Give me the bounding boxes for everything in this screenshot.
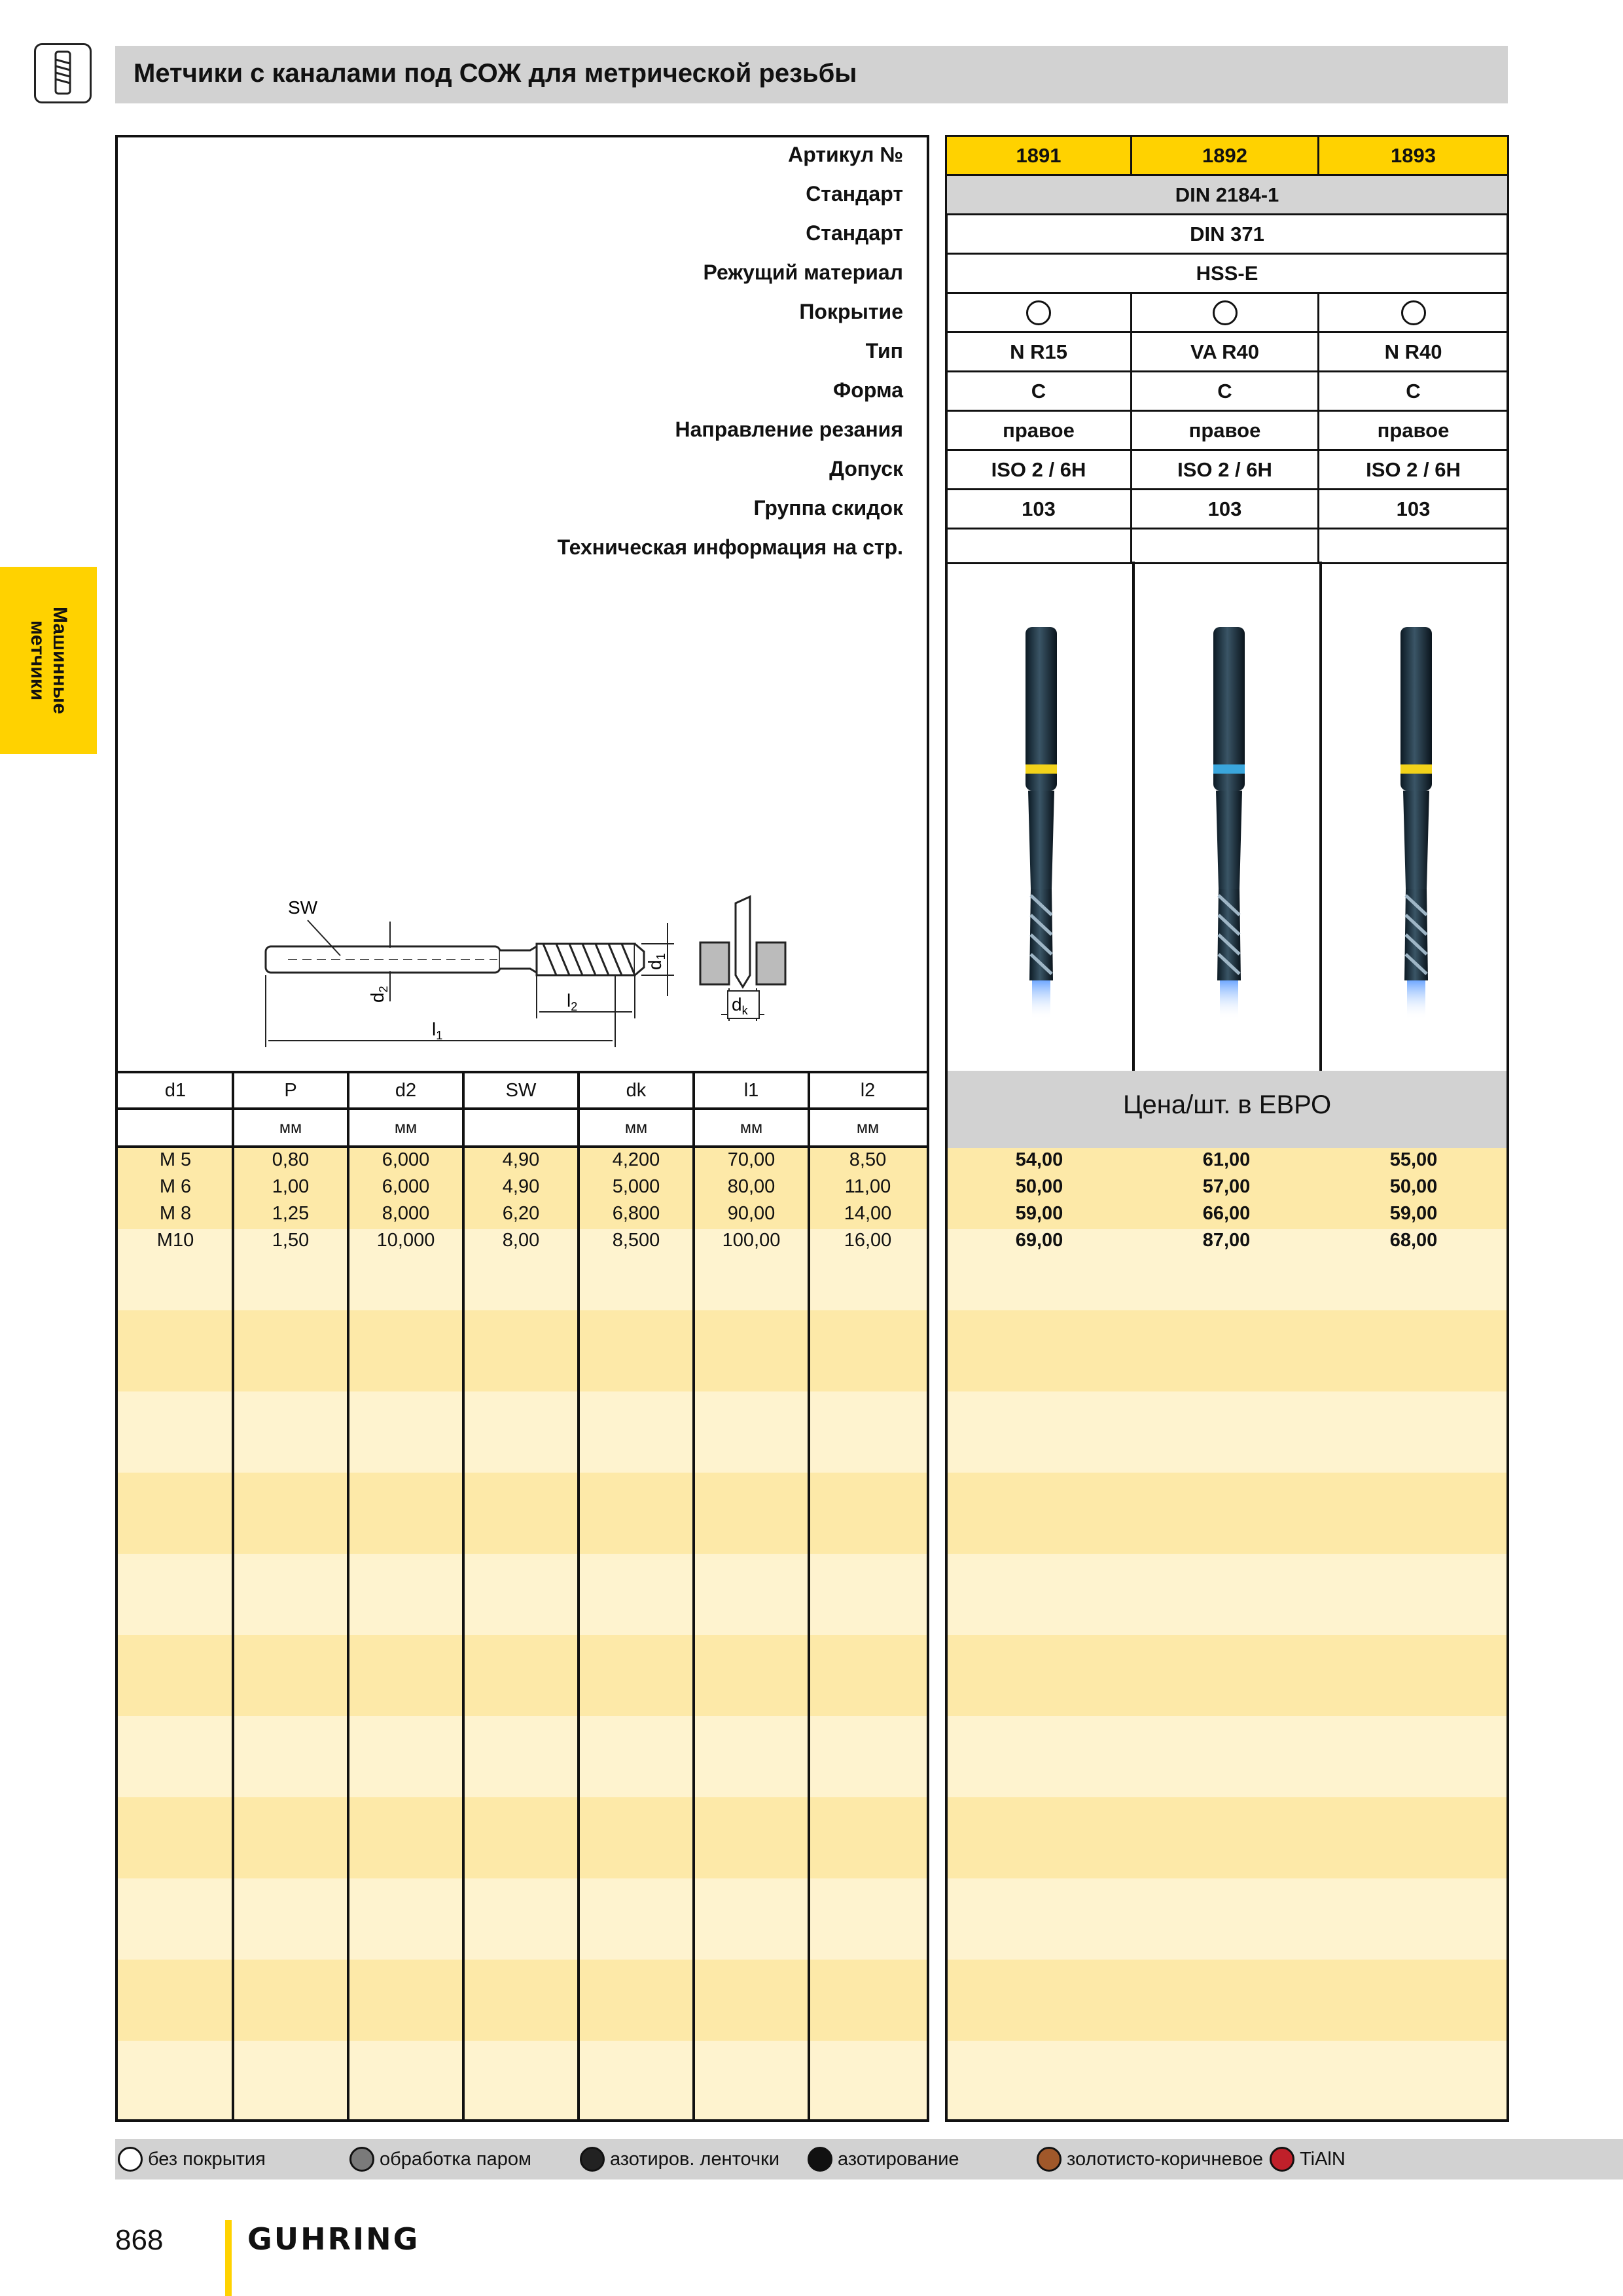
table-cell: 4,200 [612, 1149, 660, 1170]
gold-brown-icon [1037, 2147, 1061, 2172]
legend-label: обработка паром [380, 2148, 531, 2170]
articles-cell: 1893 [1317, 135, 1509, 176]
legend-item [118, 2147, 266, 2172]
spec-label: Допуск [829, 457, 903, 480]
tech-info-cell [945, 528, 1132, 564]
price-band [948, 1310, 1507, 1391]
column-unit [118, 1110, 233, 1145]
column-unit: мм [740, 1118, 763, 1137]
table-cell: 1,25 [272, 1203, 310, 1224]
table-band [118, 1960, 927, 2041]
price-cell: 87,00 [1202, 1230, 1251, 1251]
tech-info-cell [1130, 528, 1319, 564]
table-band [118, 1391, 927, 1473]
tap-icon [34, 43, 92, 103]
articles-cell: 1891 [945, 135, 1132, 176]
price-cell: 59,00 [1015, 1203, 1063, 1224]
coating-cell [1317, 292, 1509, 333]
table-cell: 10,000 [376, 1230, 435, 1251]
price-band [948, 1635, 1507, 1716]
drawing-sw-label: SW [288, 897, 318, 918]
table-col-rule [347, 1071, 349, 2119]
tolerances-cell: ISO 2 / 6H [945, 449, 1132, 490]
table-col-rule [808, 1071, 810, 2119]
column-unit: мм [856, 1118, 880, 1137]
column-unit: мм [624, 1118, 648, 1137]
drawing-l1-label: $l_1$ [432, 1019, 443, 1042]
directions-cell: правое [1317, 410, 1509, 451]
table-band [118, 1878, 927, 1960]
uncoated-icon [118, 2147, 143, 2172]
column-unit: мм [279, 1118, 302, 1137]
table-cell: 70,00 [727, 1149, 776, 1170]
tool-images [948, 562, 1507, 1069]
tool-separator [1319, 562, 1322, 1071]
spec-label: Стандарт [806, 182, 903, 206]
table-cell: 80,00 [727, 1176, 776, 1197]
price-cell: 66,00 [1202, 1203, 1251, 1224]
spec-label: Форма [832, 378, 903, 402]
brand-logo: GUHRING [247, 2221, 420, 2257]
forms-cell: C [1130, 370, 1319, 412]
legend-label: азотиров. ленточки [610, 2148, 780, 2170]
directions-cell: правое [945, 410, 1132, 451]
table-cell: M 5 [159, 1149, 192, 1170]
legend-item [1270, 2147, 1346, 2172]
tech-info-cell [1317, 528, 1509, 564]
side-tab-label [26, 607, 71, 714]
steam-treated-icon [349, 2147, 374, 2172]
table-cell: 11,00 [844, 1176, 891, 1197]
column-unit [463, 1110, 579, 1145]
tolerances-cell: ISO 2 / 6H [1130, 449, 1319, 490]
forms-cell: C [1317, 370, 1509, 412]
table-col-rule [462, 1071, 465, 2119]
footer-accent [225, 2220, 232, 2296]
column-header: l1 [743, 1079, 759, 1101]
table-cell: 8,500 [612, 1230, 660, 1251]
table-cell: 0,80 [272, 1149, 310, 1170]
tap-tool-image [1377, 627, 1455, 1020]
price-band [948, 1473, 1507, 1554]
table-cell: 1,50 [272, 1230, 310, 1251]
column-header: dk [626, 1079, 647, 1101]
legend-label: азотирование [838, 2148, 959, 2170]
nitrided-icon [808, 2147, 832, 2172]
price-band [948, 1554, 1507, 1635]
price-band [948, 1878, 1507, 1960]
side-tab-line1: Машинные [49, 606, 71, 715]
table-cell: 5,000 [612, 1176, 660, 1197]
table-cell: 14,00 [844, 1203, 892, 1224]
price-cell: 55,00 [1389, 1149, 1438, 1170]
legend-item [1037, 2147, 1263, 2172]
legend-item [349, 2147, 531, 2172]
spec-label: Стандарт [806, 221, 903, 245]
table-cell: 6,000 [382, 1149, 430, 1170]
price-cell: 50,00 [1389, 1176, 1438, 1197]
table-cell: 90,00 [727, 1203, 776, 1224]
tap-tool-image [1190, 627, 1268, 1020]
drawing-dk-label: $d_k$ [732, 994, 748, 1017]
types-cell: N R40 [1317, 331, 1509, 372]
drawing-d2-label: $d_2$ [367, 986, 390, 1003]
nitrided-lands-icon [580, 2147, 605, 2172]
table-cell: 6,800 [612, 1203, 660, 1224]
tap-tool-image [1002, 627, 1080, 1020]
legend-item [580, 2147, 779, 2172]
tialn-icon [1270, 2147, 1294, 2172]
standard-2-cell: DIN 371 [945, 213, 1509, 255]
price-band [948, 1391, 1507, 1473]
coating-cell [1130, 292, 1319, 333]
table-band [118, 1473, 927, 1554]
table-band [118, 1797, 927, 1878]
table-cell: M10 [156, 1230, 194, 1251]
table-cell: 16,00 [844, 1230, 892, 1251]
column-header: d1 [164, 1079, 187, 1101]
table-cell: 1,00 [272, 1176, 310, 1197]
spec-label: Направление резания [675, 418, 903, 441]
table-cell: M 8 [159, 1203, 192, 1224]
column-header: P [284, 1079, 297, 1101]
price-band [948, 1960, 1507, 2041]
column-header: SW [505, 1079, 537, 1101]
standard-1-cell: DIN 2184-1 [945, 174, 1509, 215]
forms-cell: C [945, 370, 1132, 412]
column-unit: мм [394, 1118, 418, 1137]
price-band [948, 1797, 1507, 1878]
coating-cell [945, 292, 1132, 333]
table-cell: 100,00 [722, 1230, 781, 1251]
price-band [948, 1716, 1507, 1797]
table-col-rule [692, 1071, 695, 2119]
price-cell: 68,00 [1389, 1230, 1438, 1251]
material-cell: HSS-E [945, 253, 1509, 294]
discount-groups-cell: 103 [1317, 488, 1509, 529]
price-cell: 50,00 [1015, 1176, 1063, 1197]
spec-label: Артикул № [788, 143, 903, 166]
directions-cell: правое [1130, 410, 1319, 451]
drawing-l2-label: $l_2$ [567, 990, 578, 1013]
price-band [948, 2041, 1507, 2119]
table-cell: 8,000 [382, 1203, 430, 1224]
column-header: l2 [860, 1079, 876, 1101]
tap-drawing [249, 890, 798, 1054]
table-band [118, 1716, 927, 1797]
uncoated-icon [1401, 300, 1426, 325]
spec-label: Тип [865, 339, 903, 363]
legend-label: TiAlN [1300, 2148, 1346, 2170]
price-cell: 59,00 [1389, 1203, 1438, 1224]
table-cell: 6,000 [382, 1176, 430, 1197]
table-col-rule [232, 1071, 234, 2119]
price-title: Цена/шт. в ЕВРО [1122, 1090, 1332, 1119]
price-cell: 61,00 [1202, 1149, 1251, 1170]
legend-item [808, 2147, 959, 2172]
page-number: 868 [115, 2224, 164, 2256]
tool-separator [1132, 562, 1135, 1071]
spec-label: Техническая информация на стр. [557, 535, 903, 559]
legend-label: без покрытия [148, 2148, 266, 2170]
table-band [118, 1635, 927, 1716]
articles-cell: 1892 [1130, 135, 1319, 176]
spec-label: Покрытие [799, 300, 903, 323]
table-band [118, 1310, 927, 1391]
types-cell: N R15 [945, 331, 1132, 372]
table-band [118, 2041, 927, 2119]
legend-label: золотисто-коричневое [1067, 2148, 1263, 2170]
page-title: Метчики с каналами под СОЖ для метрической резьбы [134, 59, 857, 88]
table-cell: 4,90 [502, 1149, 540, 1170]
tolerances-cell: ISO 2 / 6H [1317, 449, 1509, 490]
table-cell: 4,90 [502, 1176, 540, 1197]
table-band [118, 1554, 927, 1635]
table-cell: M 6 [159, 1176, 192, 1197]
column-header: d2 [395, 1079, 417, 1101]
drawing-d1-label: $d_1$ [645, 953, 668, 970]
discount-groups-cell: 103 [945, 488, 1132, 529]
types-cell: VA R40 [1130, 331, 1319, 372]
price-cell: 69,00 [1015, 1230, 1063, 1251]
uncoated-icon [1026, 300, 1051, 325]
table-cell: 6,20 [502, 1203, 540, 1224]
price-cell: 57,00 [1202, 1176, 1251, 1197]
side-tab-line2: метчики [27, 620, 48, 701]
spec-label: Режущий материал [703, 260, 903, 284]
spec-label: Группа скидок [753, 496, 903, 520]
price-cell: 54,00 [1015, 1149, 1063, 1170]
table-cell: 8,50 [849, 1149, 887, 1170]
uncoated-icon [1213, 300, 1238, 325]
table-cell: 8,00 [502, 1230, 540, 1251]
discount-groups-cell: 103 [1130, 488, 1319, 529]
table-col-rule [577, 1071, 580, 2119]
